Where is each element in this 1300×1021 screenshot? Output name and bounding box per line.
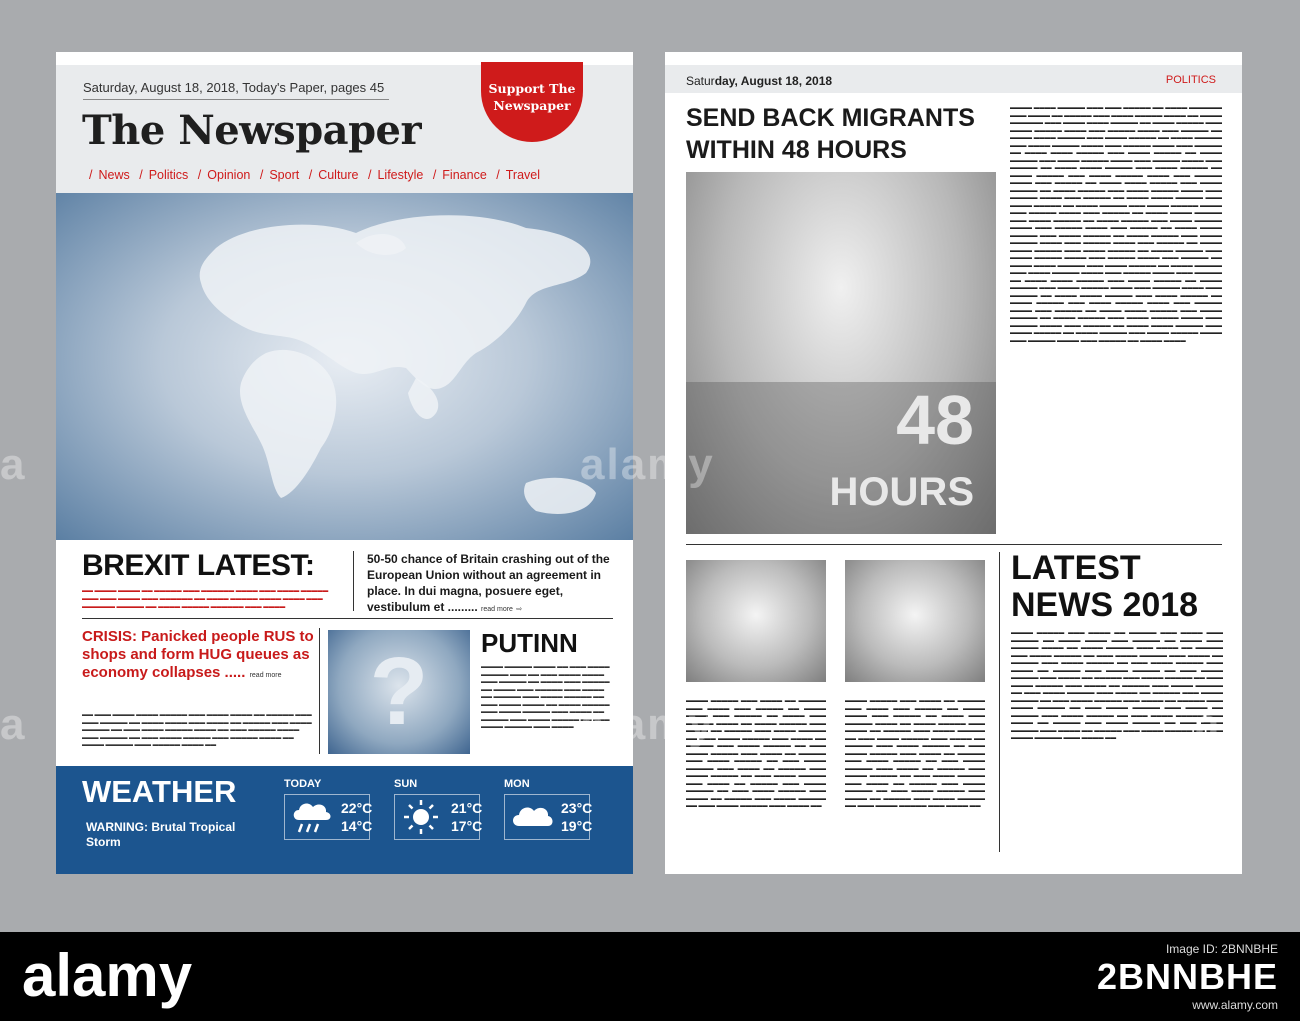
nav-item-culture[interactable]: Culture (318, 168, 359, 182)
brexit-summary-text: 50-50 chance of Britain crashing out of the European Union without an agreement in place. In dui magna, posuere eget, vestibulum et ......... (367, 552, 610, 614)
small-article-1-text: ▬▬▬▬ ▬▬▬▬▬ ▬▬▬ ▬▬▬▬ ▬▬ ▬▬▬▬▬ ▬▬▬ ▬▬▬▬ ▬▬▬ ▬▬▬▬▬ ▬▬ ▬▬▬▬ ▬▬▬▬ ▬▬▬ ▬▬▬▬▬ ▬▬ ▬▬▬▬ ▬▬▬ ▬▬▬▬▬ ▬▬▬▬ ▬▬ ▬▬▬▬ ▬▬▬▬▬ ▬▬▬ ▬▬▬▬ ▬▬ ▬▬▬▬▬ ▬▬▬ ▬▬▬▬ ▬▬▬▬▬ ▬▬ ▬▬▬ ▬▬▬▬ ▬▬▬▬▬ ▬▬▬ ▬▬▬▬ ▬▬ ▬▬▬▬▬ ▬▬▬ ▬▬▬▬ ▬▬▬▬▬ ▬▬ ▬▬▬ ▬▬▬▬ ▬▬▬▬▬ ▬▬▬ ▬▬▬▬ ▬▬ ▬▬▬▬▬ ▬▬▬ ▬▬▬▬ ▬▬▬▬▬ ▬▬ ▬▬▬ ▬▬▬▬ ▬▬▬▬▬ ▬▬▬ ▬▬▬▬ ▬▬ ▬▬▬▬▬ ▬▬▬ ▬▬▬▬ ▬▬▬▬▬ ▬▬ ▬▬▬ ▬▬▬▬ ▬▬▬▬▬ ▬▬▬ ▬▬▬▬ ▬▬ ▬▬▬▬▬ ▬▬▬ ▬▬▬▬ ▬▬▬▬▬ ▬▬ ▬▬▬ ▬▬▬▬ ▬▬▬▬▬ ▬▬▬ ▬▬▬▬ ▬▬ ▬▬▬▬▬ ▬▬▬ ▬▬▬▬ ▬▬▬▬▬ ▬▬ ▬▬▬ ▬▬▬▬ ▬▬▬▬▬ ▬▬▬ ▬▬▬▬ ▬▬ (686, 698, 826, 809)
nav-item-lifestyle[interactable]: Lifestyle (377, 168, 424, 182)
read-more-link[interactable]: read more (481, 606, 513, 613)
dateline-divider (83, 99, 389, 100)
weather-title: WEATHER (82, 774, 237, 809)
watermark: al (1195, 440, 1236, 489)
inner-page-date (686, 74, 832, 88)
alamy-logo[interactable] (22, 944, 292, 1010)
column-divider (353, 551, 354, 611)
forecast-day-mon: MON (504, 778, 530, 790)
nav-item-sport[interactable]: Sport (269, 168, 300, 182)
forecast-mon-low: 19°C (561, 818, 593, 834)
crisis-body-text: ▬▬ ▬▬▬ ▬▬▬▬ ▬▬▬▬ ▬▬▬▬▬ ▬▬▬ ▬▬▬▬ ▬▬▬▬ ▬▬ ▬▬▬▬▬ ▬▬▬ ▬▬▬ ▬▬▬▬▬ ▬▬ ▬▬▬▬ ▬▬▬▬ ▬▬▬ ▬▬▬▬ ▬▬ ▬▬▬▬▬ ▬▬▬ ▬▬▬▬ ▬▬▬▬▬ ▬▬ ▬▬▬ ▬▬▬▬ ▬▬▬▬▬ ▬▬▬▬ ▬▬ ▬▬▬ ▬▬▬▬▬ ▬▬▬▬ ▬▬▬ ▬▬▬▬▬ ▬▬ ▬▬▬ ▬▬▬▬ ▬▬▬▬▬ ▬▬▬ ▬▬▬▬▬ ▬▬▬▬ ▬▬ ▬▬▬▬ ▬▬▬▬▬ ▬▬▬ ▬▬▬▬▬ ▬▬▬▬ ▬▬ (82, 712, 312, 748)
small-article-2-text: ▬▬▬▬ ▬▬▬▬▬ ▬▬▬ ▬▬▬▬ ▬▬ ▬▬▬▬▬ ▬▬▬ ▬▬▬▬ ▬▬▬ ▬▬▬▬▬ ▬▬ ▬▬▬▬ ▬▬▬▬ ▬▬▬ ▬▬▬▬▬ ▬▬ ▬▬▬▬ ▬▬▬ ▬▬▬▬▬ ▬▬▬▬ ▬▬ ▬▬▬▬ ▬▬▬▬▬ ▬▬▬ ▬▬▬▬ ▬▬ ▬▬▬▬▬ ▬▬▬ ▬▬▬▬ ▬▬▬▬▬ ▬▬ ▬▬▬ ▬▬▬▬ ▬▬▬▬▬ ▬▬▬ ▬▬▬▬ ▬▬ ▬▬▬▬▬ ▬▬▬ ▬▬▬▬ ▬▬▬▬▬ ▬▬ ▬▬▬ ▬▬▬▬ ▬▬▬▬▬ ▬▬▬ ▬▬▬▬ ▬▬ ▬▬▬▬▬ ▬▬▬ ▬▬▬▬ ▬▬▬▬▬ ▬▬ ▬▬▬ ▬▬▬▬ ▬▬▬▬▬ ▬▬▬ ▬▬▬▬ ▬▬ ▬▬▬▬▬ ▬▬▬ ▬▬▬▬ ▬▬▬▬▬ ▬▬ ▬▬▬ ▬▬▬▬ ▬▬▬▬▬ ▬▬▬ ▬▬▬▬ ▬▬ ▬▬▬▬▬ ▬▬▬ ▬▬▬▬ ▬▬▬▬▬ ▬▬ ▬▬▬ ▬▬▬▬ ▬▬▬▬▬ ▬▬▬ ▬▬▬▬ ▬▬ ▬▬▬▬▬ ▬▬▬ ▬▬▬▬ ▬▬▬▬▬ ▬▬ ▬▬▬ ▬▬▬▬ ▬▬▬▬▬ ▬▬▬ ▬▬▬▬ ▬▬ (845, 698, 985, 809)
world-map-icon (56, 193, 633, 540)
mystery-photo (328, 630, 470, 754)
putinn-body-text: ▬▬▬▬ ▬▬▬▬▬ ▬▬▬▬ ▬▬ ▬▬▬ ▬▬▬▬ ▬▬▬▬▬ ▬▬▬ ▬▬ ▬▬▬ ▬▬▬▬ ▬▬▬▬ ▬▬▬ ▬▬▬▬▬ ▬▬ ▬▬▬▬ ▬▬▬ ▬▬▬▬▬ ▬▬ ▬▬▬▬ ▬▬▬ ▬▬▬▬▬ ▬▬▬ ▬▬▬▬ ▬▬ ▬▬▬▬▬ ▬▬▬ ▬▬▬▬ ▬▬▬▬▬ ▬▬ ▬▬▬ ▬▬▬▬ ▬▬▬▬ ▬▬ ▬▬▬▬ ▬▬▬▬▬ ▬▬▬ ▬▬▬▬ ▬▬▬▬▬ ▬▬▬ ▬▬▬▬ ▬▬ ▬▬▬▬▬ ▬▬▬ ▬▬▬▬ ▬▬▬▬▬ ▬▬ ▬▬▬ ▬▬▬▬ ▬▬▬▬▬ ▬▬▬ ▬▬▬▬ (481, 664, 610, 730)
forecast-mon-high: 23°C (561, 800, 593, 816)
brexit-body-text: ▬▬ ▬▬▬▬ ▬▬▬▬ ▬▬ ▬▬▬▬▬ ▬▬▬ ▬▬▬▬▬▬ ▬▬▬▬ ▬▬▬ ▬▬▬▬ ▬▬▬▬▬ ▬▬▬ ▬▬▬ ▬▬▬▬ ▬▬▬ ▬▬▬▬▬▬ ▬▬ ▬▬▬▬ ▬▬▬▬▬ ▬▬▬▬ ▬▬▬▬ ▬▬▬ ▬▬▬▬▬▬ ▬▬▬▬▬ ▬▬ ▬▬▬▬ ▬▬▬▬▬ ▬▬▬▬▬▬ ▬▬▬ ▬▬▬▬ (82, 588, 329, 610)
48-hours-photo (686, 172, 996, 534)
section-nav: / News / Politics / Opinion / Sport / Culture / Lifestyle / Finance / Travel (89, 168, 541, 182)
nav-item-opinion[interactable]: Opinion (207, 168, 251, 182)
watermark: alamy (580, 700, 715, 749)
inner-page (665, 52, 1242, 874)
rain-cloud-icon (287, 796, 335, 838)
footer-bar (0, 932, 1300, 1021)
alamy-logo-text: alamy (22, 944, 193, 1009)
watermark: a (0, 700, 27, 749)
forecast-sun-temps (451, 799, 482, 835)
migrants-headline: SEND BACK MIGRANTS WITHIN 48 HOURS (686, 104, 975, 164)
photo-hours-label: HOURS (829, 470, 974, 514)
section-divider (686, 544, 1222, 545)
read-more-link[interactable]: read more (249, 672, 282, 679)
weather-warning: WARNING: Brutal Tropical Storm (86, 820, 236, 849)
image-id-label: Image ID: 2BNNBHE (1165, 942, 1278, 956)
forecast-today (284, 794, 373, 840)
photo-48-label: 48 (896, 381, 974, 459)
crisis-headline (82, 628, 322, 685)
site-url[interactable]: www.alamy.com (1192, 998, 1278, 1012)
column-divider (999, 552, 1000, 852)
support-badge-line1: Support The (488, 81, 576, 96)
front-page (56, 52, 633, 874)
weather-panel (56, 766, 633, 874)
cloud-icon (507, 796, 555, 838)
forecast-day-sun: SUN (394, 778, 418, 790)
forecast-sun-low: 17°C (451, 818, 483, 834)
small-photo-1 (686, 560, 826, 682)
nav-item-travel[interactable]: Travel (505, 168, 541, 182)
section-divider (82, 618, 613, 619)
support-badge-line2: Newspaper (493, 98, 571, 113)
newspaper-title: The Newspaper (82, 107, 422, 154)
watermark: al (1195, 700, 1236, 749)
forecast-mon (504, 794, 593, 840)
watermark: a (0, 440, 27, 489)
watermark: alamy (580, 440, 715, 489)
dateline: Saturday, August 18, 2018, Today's Paper, pages 45 (83, 80, 385, 95)
latest-news-body-text: ▬▬▬▬ ▬▬▬▬▬ ▬▬▬ ▬▬▬▬ ▬▬ ▬▬▬▬▬ ▬▬▬ ▬▬▬▬ ▬▬▬ ▬▬▬▬▬ ▬▬ ▬▬▬▬ ▬▬▬▬ ▬▬▬ ▬▬▬▬▬ ▬▬ ▬▬▬▬ ▬▬▬ ▬▬▬▬▬ ▬▬▬▬ ▬▬ ▬▬▬▬ ▬▬▬▬▬ ▬▬▬ ▬▬▬▬ ▬▬ ▬▬▬▬▬ ▬▬▬ ▬▬▬▬ ▬▬▬▬▬ ▬▬ ▬▬▬ ▬▬▬▬ ▬▬▬▬▬ ▬▬▬ ▬▬▬▬ ▬▬ ▬▬▬▬▬ ▬▬▬ ▬▬▬▬ ▬▬▬▬▬ ▬▬ ▬▬▬ ▬▬▬▬ ▬▬▬▬▬ ▬▬▬ ▬▬▬▬ ▬▬ ▬▬▬▬▬ ▬▬▬ ▬▬▬▬ ▬▬▬▬▬ ▬▬ ▬▬▬ ▬▬▬▬ ▬▬▬▬▬ ▬▬▬ ▬▬▬▬ ▬▬ ▬▬▬▬▬ ▬▬▬ ▬▬▬▬ ▬▬▬▬▬ ▬▬ ▬▬▬ ▬▬▬▬ ▬▬▬▬▬ ▬▬▬ ▬▬▬▬ ▬▬ ▬▬▬▬▬ ▬▬▬ ▬▬▬▬ ▬▬▬▬▬ ▬▬ ▬▬▬ ▬▬▬▬ ▬▬▬▬▬ ▬▬▬ ▬▬▬▬ ▬▬ ▬▬▬▬▬ ▬▬▬ ▬▬▬▬ ▬▬▬▬▬ ▬▬ ▬▬▬ ▬▬▬▬ ▬▬▬▬▬ ▬▬▬ ▬▬▬▬ ▬▬ ▬▬▬▬▬ ▬▬▬ ▬▬▬▬ ▬▬▬▬▬ ▬▬ ▬▬▬ ▬▬▬▬ ▬▬▬▬▬ ▬▬▬ ▬▬▬▬ ▬▬ ▬▬▬▬▬ ▬▬▬ ▬▬▬▬ ▬▬▬▬▬ ▬▬ ▬▬▬ ▬▬▬▬ ▬▬▬▬▬ ▬▬▬ ▬▬▬▬ ▬▬ ▬▬▬▬▬ ▬▬▬ ▬▬▬▬ ▬▬▬▬▬ ▬▬ ▬▬▬ ▬▬▬▬ ▬▬▬▬▬ ▬▬▬ ▬▬▬▬ ▬▬ ▬▬▬▬▬ ▬▬▬ ▬▬▬▬ ▬▬▬▬▬ ▬▬ ▬▬▬ ▬▬▬▬ ▬▬▬▬▬ ▬▬▬ ▬▬▬▬ ▬▬ (1011, 630, 1223, 741)
inner-date-prefix: Satur (686, 74, 715, 88)
forecast-sun-high: 21°C (451, 800, 483, 816)
image-id: 2BNNBHE (1096, 956, 1278, 997)
nav-item-news[interactable]: News (98, 168, 130, 182)
brexit-summary (367, 551, 612, 618)
question-mark-icon: ? (369, 638, 429, 745)
forecast-today-low: 14°C (341, 818, 373, 834)
brexit-headline: BREXIT LATEST: (82, 549, 315, 582)
forecast-today-temps (341, 799, 372, 835)
arrow-right-icon: ⇨ (516, 606, 523, 613)
putinn-headline: PUTINN (481, 628, 578, 658)
small-photo-2 (845, 560, 985, 682)
forecast-day-today: TODAY (284, 778, 322, 790)
nav-item-finance[interactable]: Finance (442, 168, 487, 182)
inner-date-rest: day, August 18, 2018 (714, 74, 833, 88)
sun-icon (397, 796, 445, 838)
forecast-today-high: 22°C (341, 800, 373, 816)
article-body-text: ▬▬▬▬ ▬▬▬▬ ▬▬▬▬▬ ▬▬▬ ▬▬▬ ▬▬▬▬▬ ▬▬ ▬▬▬▬ ▬▬▬▬▬▬ ▬▬▬ ▬▬▬▬ ▬▬ ▬▬▬▬▬ ▬▬▬ ▬▬▬▬ ▬▬▬▬▬ ▬▬▬▬ ▬▬ ▬▬▬▬ ▬▬▬▬▬▬ ▬▬▬ ▬▬▬▬ ▬▬▬▬ ▬▬▬▬▬ ▬▬ ▬▬▬▬ ▬▬▬▬▬ ▬▬▬ ▬▬▬▬ ▬▬▬▬▬ ▬▬▬▬ ▬▬▬ ▬▬▬▬▬ ▬▬▬▬ ▬▬▬ ▬▬▬▬▬ ▬▬ ▬▬▬▬ ▬▬▬▬ ▬▬▬▬▬ ▬▬▬ ▬▬▬▬ ▬▬▬▬▬ ▬▬ ▬▬▬▬ ▬▬▬▬▬ ▬▬▬ ▬▬▬▬ ▬▬▬▬▬ ▬▬▬▬ ▬▬▬ ▬▬▬▬▬ ▬▬▬▬ ▬▬▬ ▬▬▬▬▬ ▬▬ ▬▬▬▬ ▬▬▬▬ ▬▬▬▬▬ ▬▬▬ ▬▬▬▬ ▬▬▬▬▬ ▬▬ ▬▬▬▬ ▬▬▬▬▬ ▬▬▬ ▬▬▬▬ ▬▬▬▬▬ ▬▬▬▬ ▬▬▬ ▬▬▬▬▬ ▬▬▬▬ ▬▬▬ ▬▬▬▬▬ ▬▬ ▬▬▬▬ ▬▬▬▬ ▬▬▬▬▬ ▬▬▬ ▬▬▬▬ ▬▬▬▬▬ ▬▬ ▬▬▬▬ ▬▬▬▬▬ ▬▬▬ ▬▬▬▬ ▬▬▬▬▬ ▬▬▬▬ ▬▬▬ ▬▬▬▬▬ ▬▬▬▬ ▬▬▬ ▬▬▬▬▬ ▬▬ ▬▬▬▬ ▬▬▬▬ ▬▬▬▬▬ ▬▬▬ ▬▬▬▬ ▬▬▬▬▬ ▬▬ ▬▬▬▬ ▬▬▬▬▬ ▬▬▬ ▬▬▬▬ ▬▬▬▬▬ ▬▬▬▬ ▬▬▬ ▬▬▬▬▬ ▬▬▬▬ ▬▬▬ ▬▬▬▬▬ ▬▬ ▬▬▬▬ ▬▬▬▬ ▬▬▬▬▬ ▬▬▬ ▬▬▬▬ ▬▬▬▬▬ ▬▬ ▬▬▬▬ ▬▬▬▬▬ ▬▬▬ ▬▬▬▬ ▬▬▬▬▬ ▬▬▬▬ ▬▬▬ ▬▬▬▬▬ ▬▬▬▬ ▬▬▬ ▬▬▬▬▬ ▬▬ ▬▬▬▬ ▬▬▬▬ ▬▬▬▬▬ ▬▬▬ ▬▬▬▬ ▬▬▬▬▬ ▬▬ ▬▬▬▬ ▬▬▬▬▬ ▬▬▬ ▬▬▬▬ ▬▬▬▬▬ ▬▬▬▬ ▬▬▬ ▬▬▬▬▬ ▬▬▬▬ ▬▬▬ ▬▬▬▬▬ ▬▬ ▬▬▬▬ ▬▬▬▬ ▬▬▬▬▬ ▬▬▬ ▬▬▬▬ ▬▬▬▬▬ ▬▬ ▬▬▬▬ ▬▬▬▬▬ ▬▬▬ ▬▬▬▬ ▬▬▬▬▬ ▬▬▬▬ ▬▬▬ ▬▬▬▬▬ ▬▬▬▬ ▬▬▬ ▬▬▬▬▬ ▬▬ ▬▬▬▬ ▬▬▬▬ ▬▬▬▬▬ ▬▬▬ ▬▬▬▬ ▬▬▬▬▬ ▬▬ ▬▬▬▬ ▬▬▬▬▬ ▬▬▬ ▬▬▬▬ ▬▬▬▬▬ ▬▬▬▬ ▬▬▬ ▬▬▬▬▬ ▬▬▬▬ ▬▬▬ ▬▬▬▬▬ ▬▬ ▬▬▬▬ ▬▬▬▬ ▬▬▬▬▬ ▬▬▬ ▬▬▬▬ ▬▬▬▬▬ ▬▬ ▬▬▬▬ ▬▬▬▬▬ ▬▬▬ ▬▬▬▬ ▬▬▬▬▬ ▬▬▬▬ ▬▬▬ ▬▬▬▬▬ ▬▬▬▬ ▬▬▬ ▬▬▬▬▬ ▬▬ ▬▬▬▬ ▬▬▬▬ ▬▬▬▬▬ ▬▬▬ ▬▬▬▬ ▬▬▬▬▬ ▬▬ ▬▬▬▬ ▬▬▬▬▬ ▬▬▬ ▬▬▬▬ ▬▬▬▬▬ ▬▬▬▬ ▬▬▬ ▬▬▬▬▬ ▬▬▬▬ ▬▬▬ ▬▬▬▬▬ ▬▬ ▬▬▬▬ ▬▬▬▬ ▬▬▬▬▬ ▬▬▬ ▬▬▬▬ ▬▬▬▬▬ ▬▬ ▬▬▬▬ ▬▬▬▬▬ ▬▬▬ ▬▬▬▬ ▬▬▬▬▬ ▬▬▬▬ ▬▬▬ ▬▬▬▬▬ ▬▬▬▬ ▬▬▬ ▬▬▬▬▬ ▬▬ ▬▬▬▬ ▬▬▬▬ ▬▬▬▬▬ ▬▬▬ ▬▬▬▬ ▬▬▬▬▬ ▬▬ ▬▬▬▬ ▬▬▬▬▬ ▬▬▬ ▬▬▬▬ ▬▬▬▬▬ ▬▬▬▬ ▬▬▬ ▬▬▬▬▬ ▬▬▬▬ ▬▬▬ ▬▬▬▬▬ ▬▬ ▬▬▬▬ ▬▬▬▬ ▬▬▬▬▬ ▬▬▬ ▬▬▬▬ ▬▬▬▬▬ ▬▬ ▬▬▬▬ ▬▬▬▬▬ ▬▬▬ ▬▬▬▬ ▬▬▬▬▬ ▬▬▬▬ ▬▬▬ ▬▬▬▬▬ ▬▬▬▬ ▬▬▬ ▬▬▬▬▬ ▬▬ ▬▬▬▬ ▬▬▬▬ (1010, 105, 1222, 344)
image-info (1097, 942, 1278, 1012)
forecast-mon-temps (561, 799, 592, 835)
nav-item-politics[interactable]: Politics (148, 168, 189, 182)
column-divider (319, 628, 320, 754)
crisis-headline-text: CRISIS: Panicked people RUS to shops and form HUG queues as economy collapses ..... (82, 628, 314, 681)
world-map-image (56, 193, 633, 540)
latest-news-headline: LATEST NEWS 2018 (1011, 549, 1199, 624)
forecast-sun (394, 794, 483, 840)
section-label: POLITICS (1165, 74, 1216, 86)
